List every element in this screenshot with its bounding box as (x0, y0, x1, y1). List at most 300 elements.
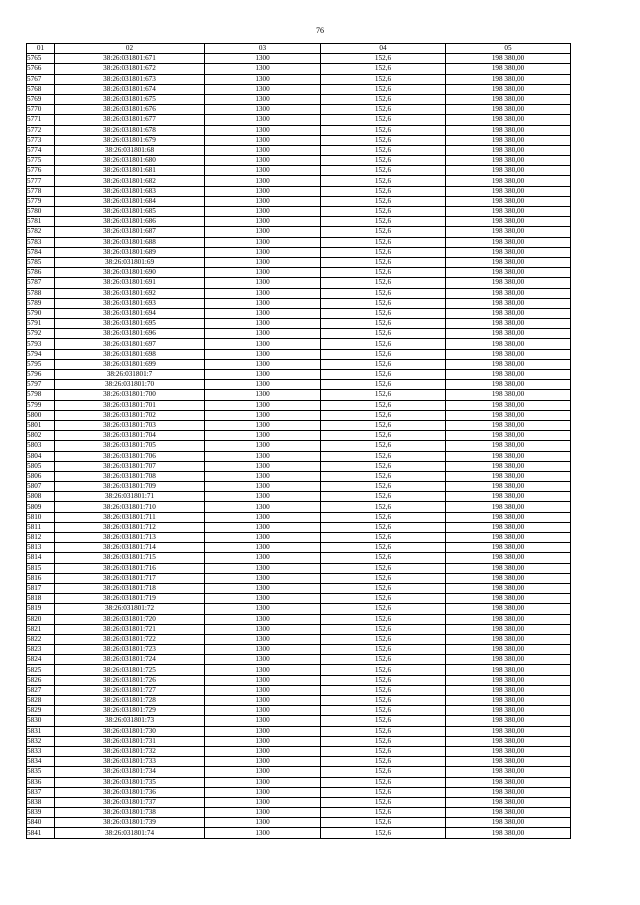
cadastral-number-cell: 38:26:031801:721 (55, 624, 205, 634)
table-row (27, 675, 571, 685)
value-cell: 198 380,00 (446, 54, 571, 64)
value-cell: 198 380,00 (446, 563, 571, 573)
rate-cell: 152,6 (321, 828, 446, 838)
cadastral-number-cell: 38:26:031801:726 (55, 675, 205, 685)
rate-cell: 152,6 (321, 736, 446, 746)
area-cell: 1300 (205, 278, 321, 288)
value-cell: 198 380,00 (446, 329, 571, 339)
rate-cell: 152,6 (321, 308, 446, 318)
value-cell: 198 380,00 (446, 696, 571, 706)
value-cell: 198 380,00 (446, 492, 571, 502)
rate-cell: 152,6 (321, 420, 446, 430)
table-row (27, 54, 571, 64)
area-cell: 1300 (205, 370, 321, 380)
value-cell: 198 380,00 (446, 553, 571, 563)
rate-cell: 152,6 (321, 145, 446, 155)
row-number-cell: 5804 (27, 451, 55, 461)
value-cell: 198 380,00 (446, 166, 571, 176)
area-cell: 1300 (205, 74, 321, 84)
cadastral-number-cell: 38:26:031801:720 (55, 614, 205, 624)
value-cell: 198 380,00 (446, 84, 571, 94)
area-cell: 1300 (205, 380, 321, 390)
row-number-cell: 5769 (27, 94, 55, 104)
cadastral-number-cell: 38:26:031801:718 (55, 583, 205, 593)
row-number-cell: 5813 (27, 543, 55, 553)
rate-cell: 152,6 (321, 482, 446, 492)
table-row (27, 308, 571, 318)
area-cell: 1300 (205, 808, 321, 818)
row-number-cell: 5766 (27, 64, 55, 74)
area-cell: 1300 (205, 186, 321, 196)
row-number-cell: 5841 (27, 828, 55, 838)
table-row (27, 451, 571, 461)
value-cell: 198 380,00 (446, 125, 571, 135)
rate-cell: 152,6 (321, 757, 446, 767)
rate-cell: 152,6 (321, 492, 446, 502)
rate-cell: 152,6 (321, 115, 446, 125)
rate-cell: 152,6 (321, 227, 446, 237)
cadastral-number-cell: 38:26:031801:678 (55, 125, 205, 135)
area-cell: 1300 (205, 410, 321, 420)
rate-cell: 152,6 (321, 583, 446, 593)
value-cell: 198 380,00 (446, 135, 571, 145)
area-cell: 1300 (205, 502, 321, 512)
rate-cell: 152,6 (321, 726, 446, 736)
table-row (27, 828, 571, 838)
value-cell: 198 380,00 (446, 614, 571, 624)
value-cell: 198 380,00 (446, 145, 571, 155)
row-number-cell: 5808 (27, 492, 55, 502)
table-row (27, 420, 571, 430)
area-cell: 1300 (205, 115, 321, 125)
table-row (27, 64, 571, 74)
area-cell: 1300 (205, 573, 321, 583)
value-cell: 198 380,00 (446, 268, 571, 278)
rate-cell: 152,6 (321, 400, 446, 410)
table-row (27, 125, 571, 135)
value-cell: 198 380,00 (446, 726, 571, 736)
value-cell: 198 380,00 (446, 502, 571, 512)
row-number-cell: 5788 (27, 288, 55, 298)
cadastral-number-cell: 38:26:031801:725 (55, 665, 205, 675)
value-cell: 198 380,00 (446, 400, 571, 410)
area-cell: 1300 (205, 227, 321, 237)
cadastral-number-cell: 38:26:031801:692 (55, 288, 205, 298)
row-number-cell: 5807 (27, 482, 55, 492)
value-cell: 198 380,00 (446, 716, 571, 726)
cadastral-number-cell: 38:26:031801:729 (55, 706, 205, 716)
rate-cell: 152,6 (321, 237, 446, 247)
table-row (27, 94, 571, 104)
table-row (27, 298, 571, 308)
area-cell: 1300 (205, 492, 321, 502)
cadastral-number-cell: 38:26:031801:694 (55, 308, 205, 318)
rate-cell: 152,6 (321, 166, 446, 176)
table-row (27, 818, 571, 828)
table-row (27, 268, 571, 278)
rate-cell: 152,6 (321, 278, 446, 288)
table-row (27, 156, 571, 166)
value-cell: 198 380,00 (446, 207, 571, 217)
value-cell: 198 380,00 (446, 247, 571, 257)
cadastral-number-cell: 38:26:031801:727 (55, 685, 205, 695)
row-number-cell: 5800 (27, 410, 55, 420)
row-number-cell: 5783 (27, 237, 55, 247)
rate-cell: 152,6 (321, 349, 446, 359)
area-cell: 1300 (205, 543, 321, 553)
area-cell: 1300 (205, 634, 321, 644)
rate-cell: 152,6 (321, 797, 446, 807)
rate-cell: 152,6 (321, 257, 446, 267)
table-row (27, 777, 571, 787)
rate-cell: 152,6 (321, 247, 446, 257)
cadastral-number-cell: 38:26:031801:688 (55, 237, 205, 247)
table-row (27, 746, 571, 756)
row-number-cell: 5817 (27, 583, 55, 593)
area-cell: 1300 (205, 777, 321, 787)
cadastral-number-cell: 38:26:031801:671 (55, 54, 205, 64)
cadastral-number-cell: 38:26:031801:722 (55, 634, 205, 644)
rate-cell: 152,6 (321, 380, 446, 390)
value-cell: 198 380,00 (446, 757, 571, 767)
cadastral-number-cell: 38:26:031801:731 (55, 736, 205, 746)
cadastral-number-cell: 38:26:031801:687 (55, 227, 205, 237)
cadastral-number-cell: 38:26:031801:710 (55, 502, 205, 512)
row-number-cell: 5838 (27, 797, 55, 807)
cadastral-number-cell: 38:26:031801:685 (55, 207, 205, 217)
cadastral-number-cell: 38:26:031801:713 (55, 533, 205, 543)
table-header (27, 44, 571, 54)
cadastral-number-cell: 38:26:031801:672 (55, 64, 205, 74)
row-number-cell: 5833 (27, 746, 55, 756)
rate-cell: 152,6 (321, 94, 446, 104)
value-cell: 198 380,00 (446, 736, 571, 746)
cadastral-number-cell: 38:26:031801:733 (55, 757, 205, 767)
table-row (27, 237, 571, 247)
cadastral-number-cell: 38:26:031801:690 (55, 268, 205, 278)
cadastral-number-cell: 38:26:031801:70 (55, 380, 205, 390)
area-cell: 1300 (205, 818, 321, 828)
area-cell: 1300 (205, 339, 321, 349)
row-number-cell: 5827 (27, 685, 55, 695)
area-cell: 1300 (205, 257, 321, 267)
table-row (27, 166, 571, 176)
area-cell: 1300 (205, 604, 321, 614)
rate-cell: 152,6 (321, 624, 446, 634)
cadastral-number-cell: 38:26:031801:723 (55, 645, 205, 655)
row-number-cell: 5836 (27, 777, 55, 787)
value-cell: 198 380,00 (446, 298, 571, 308)
cadastral-number-cell: 38:26:031801:673 (55, 74, 205, 84)
rate-cell: 152,6 (321, 339, 446, 349)
rate-cell: 152,6 (321, 176, 446, 186)
area-cell: 1300 (205, 64, 321, 74)
rate-cell: 152,6 (321, 207, 446, 217)
value-cell: 198 380,00 (446, 522, 571, 532)
cadastral-number-cell: 38:26:031801:7 (55, 370, 205, 380)
value-cell: 198 380,00 (446, 64, 571, 74)
row-number-cell: 5787 (27, 278, 55, 288)
row-number-cell: 5814 (27, 553, 55, 563)
table-row (27, 583, 571, 593)
cadastral-number-cell: 38:26:031801:682 (55, 176, 205, 186)
rate-cell: 152,6 (321, 74, 446, 84)
value-cell: 198 380,00 (446, 675, 571, 685)
header-cell-04: 04 (321, 44, 446, 54)
area-cell: 1300 (205, 614, 321, 624)
value-cell: 198 380,00 (446, 105, 571, 115)
area-cell: 1300 (205, 746, 321, 756)
table-row (27, 186, 571, 196)
value-cell: 198 380,00 (446, 74, 571, 84)
table-row (27, 400, 571, 410)
cadastral-number-cell: 38:26:031801:681 (55, 166, 205, 176)
area-cell: 1300 (205, 237, 321, 247)
row-number-cell: 5782 (27, 227, 55, 237)
table-row (27, 349, 571, 359)
table-row (27, 370, 571, 380)
rate-cell: 152,6 (321, 390, 446, 400)
rate-cell: 152,6 (321, 288, 446, 298)
value-cell: 198 380,00 (446, 461, 571, 471)
table-row (27, 594, 571, 604)
cadastral-number-cell: 38:26:031801:715 (55, 553, 205, 563)
table-row (27, 624, 571, 634)
cadastral-number-cell: 38:26:031801:728 (55, 696, 205, 706)
value-cell: 198 380,00 (446, 227, 571, 237)
cadastral-number-cell: 38:26:031801:701 (55, 400, 205, 410)
area-cell: 1300 (205, 105, 321, 115)
area-cell: 1300 (205, 400, 321, 410)
row-number-cell: 5790 (27, 308, 55, 318)
row-number-cell: 5826 (27, 675, 55, 685)
table-row (27, 482, 571, 492)
rate-cell: 152,6 (321, 512, 446, 522)
table-row (27, 329, 571, 339)
rate-cell: 152,6 (321, 410, 446, 420)
rate-cell: 152,6 (321, 614, 446, 624)
row-number-cell: 5768 (27, 84, 55, 94)
value-cell: 198 380,00 (446, 828, 571, 838)
cadastral-number-cell: 38:26:031801:730 (55, 726, 205, 736)
row-number-cell: 5770 (27, 105, 55, 115)
row-number-cell: 5792 (27, 329, 55, 339)
table-row (27, 441, 571, 451)
row-number-cell: 5819 (27, 604, 55, 614)
header-cell-05: 05 (446, 44, 571, 54)
area-cell: 1300 (205, 461, 321, 471)
area-cell: 1300 (205, 207, 321, 217)
rate-cell: 152,6 (321, 787, 446, 797)
value-cell: 198 380,00 (446, 665, 571, 675)
value-cell: 198 380,00 (446, 533, 571, 543)
area-cell: 1300 (205, 706, 321, 716)
row-number-cell: 5789 (27, 298, 55, 308)
table-row (27, 614, 571, 624)
cadastral-number-cell: 38:26:031801:704 (55, 431, 205, 441)
area-cell: 1300 (205, 797, 321, 807)
row-number-cell: 5815 (27, 563, 55, 573)
cadastral-number-cell: 38:26:031801:724 (55, 655, 205, 665)
cadastral-number-cell: 38:26:031801:738 (55, 808, 205, 818)
area-cell: 1300 (205, 757, 321, 767)
value-cell: 198 380,00 (446, 176, 571, 186)
value-cell: 198 380,00 (446, 349, 571, 359)
value-cell: 198 380,00 (446, 818, 571, 828)
area-cell: 1300 (205, 441, 321, 451)
value-cell: 198 380,00 (446, 706, 571, 716)
row-number-cell: 5793 (27, 339, 55, 349)
table-row (27, 105, 571, 115)
registry-table (26, 43, 571, 839)
row-number-cell: 5816 (27, 573, 55, 583)
row-number-cell: 5794 (27, 349, 55, 359)
value-cell: 198 380,00 (446, 420, 571, 430)
value-cell: 198 380,00 (446, 339, 571, 349)
row-number-cell: 5775 (27, 156, 55, 166)
cadastral-number-cell: 38:26:031801:737 (55, 797, 205, 807)
rate-cell: 152,6 (321, 105, 446, 115)
cadastral-number-cell: 38:26:031801:709 (55, 482, 205, 492)
cadastral-number-cell: 38:26:031801:697 (55, 339, 205, 349)
table-row (27, 217, 571, 227)
area-cell: 1300 (205, 665, 321, 675)
value-cell: 198 380,00 (446, 583, 571, 593)
cadastral-number-cell: 38:26:031801:739 (55, 818, 205, 828)
value-cell: 198 380,00 (446, 808, 571, 818)
area-cell: 1300 (205, 563, 321, 573)
row-number-cell: 5798 (27, 390, 55, 400)
value-cell: 198 380,00 (446, 359, 571, 369)
cadastral-number-cell: 38:26:031801:679 (55, 135, 205, 145)
row-number-cell: 5809 (27, 502, 55, 512)
area-cell: 1300 (205, 685, 321, 695)
table-body (27, 54, 571, 838)
table-row (27, 736, 571, 746)
rate-cell: 152,6 (321, 767, 446, 777)
row-number-cell: 5821 (27, 624, 55, 634)
row-number-cell: 5828 (27, 696, 55, 706)
area-cell: 1300 (205, 471, 321, 481)
row-number-cell: 5829 (27, 706, 55, 716)
value-cell: 198 380,00 (446, 115, 571, 125)
area-cell: 1300 (205, 767, 321, 777)
row-number-cell: 5822 (27, 634, 55, 644)
table-row (27, 227, 571, 237)
value-cell: 198 380,00 (446, 370, 571, 380)
table-row (27, 319, 571, 329)
rate-cell: 152,6 (321, 64, 446, 74)
value-cell: 198 380,00 (446, 410, 571, 420)
area-cell: 1300 (205, 716, 321, 726)
value-cell: 198 380,00 (446, 441, 571, 451)
rate-cell: 152,6 (321, 84, 446, 94)
row-number-cell: 5824 (27, 655, 55, 665)
area-cell: 1300 (205, 675, 321, 685)
cadastral-number-cell: 38:26:031801:689 (55, 247, 205, 257)
value-cell: 198 380,00 (446, 390, 571, 400)
value-cell: 198 380,00 (446, 594, 571, 604)
table-row (27, 543, 571, 553)
area-cell: 1300 (205, 583, 321, 593)
cadastral-number-cell: 38:26:031801:693 (55, 298, 205, 308)
rate-cell: 152,6 (321, 604, 446, 614)
row-number-cell: 5823 (27, 645, 55, 655)
rate-cell: 152,6 (321, 125, 446, 135)
row-number-cell: 5840 (27, 818, 55, 828)
cadastral-number-cell: 38:26:031801:712 (55, 522, 205, 532)
cadastral-number-cell: 38:26:031801:680 (55, 156, 205, 166)
value-cell: 198 380,00 (446, 634, 571, 644)
area-cell: 1300 (205, 196, 321, 206)
rate-cell: 152,6 (321, 451, 446, 461)
table-row (27, 247, 571, 257)
rate-cell: 152,6 (321, 645, 446, 655)
page-number: 76 (316, 26, 324, 35)
value-cell: 198 380,00 (446, 543, 571, 553)
area-cell: 1300 (205, 308, 321, 318)
table-row (27, 461, 571, 471)
row-number-cell: 5802 (27, 431, 55, 441)
rate-cell: 152,6 (321, 319, 446, 329)
rate-cell: 152,6 (321, 543, 446, 553)
rate-cell: 152,6 (321, 777, 446, 787)
row-number-cell: 5772 (27, 125, 55, 135)
value-cell: 198 380,00 (446, 308, 571, 318)
row-number-cell: 5835 (27, 767, 55, 777)
cadastral-number-cell: 38:26:031801:736 (55, 787, 205, 797)
area-cell: 1300 (205, 217, 321, 227)
cadastral-number-cell: 38:26:031801:717 (55, 573, 205, 583)
table-row (27, 196, 571, 206)
value-cell: 198 380,00 (446, 288, 571, 298)
table-row (27, 492, 571, 502)
rate-cell: 152,6 (321, 675, 446, 685)
rate-cell: 152,6 (321, 522, 446, 532)
cadastral-number-cell: 38:26:031801:705 (55, 441, 205, 451)
area-cell: 1300 (205, 594, 321, 604)
value-cell: 198 380,00 (446, 624, 571, 634)
value-cell: 198 380,00 (446, 380, 571, 390)
rate-cell: 152,6 (321, 818, 446, 828)
area-cell: 1300 (205, 522, 321, 532)
table-row (27, 655, 571, 665)
cadastral-number-cell: 38:26:031801:708 (55, 471, 205, 481)
cadastral-number-cell: 38:26:031801:703 (55, 420, 205, 430)
table-row (27, 573, 571, 583)
rate-cell: 152,6 (321, 553, 446, 563)
table-row (27, 135, 571, 145)
cadastral-number-cell: 38:26:031801:68 (55, 145, 205, 155)
rate-cell: 152,6 (321, 706, 446, 716)
rate-cell: 152,6 (321, 634, 446, 644)
row-number-cell: 5832 (27, 736, 55, 746)
row-number-cell: 5781 (27, 217, 55, 227)
row-number-cell: 5786 (27, 268, 55, 278)
table-row (27, 706, 571, 716)
area-cell: 1300 (205, 288, 321, 298)
value-cell: 198 380,00 (446, 278, 571, 288)
area-cell: 1300 (205, 54, 321, 64)
cadastral-number-cell: 38:26:031801:700 (55, 390, 205, 400)
rate-cell: 152,6 (321, 471, 446, 481)
area-cell: 1300 (205, 645, 321, 655)
row-number-cell: 5779 (27, 196, 55, 206)
area-cell: 1300 (205, 451, 321, 461)
row-number-cell: 5818 (27, 594, 55, 604)
area-cell: 1300 (205, 696, 321, 706)
table-row (27, 410, 571, 420)
